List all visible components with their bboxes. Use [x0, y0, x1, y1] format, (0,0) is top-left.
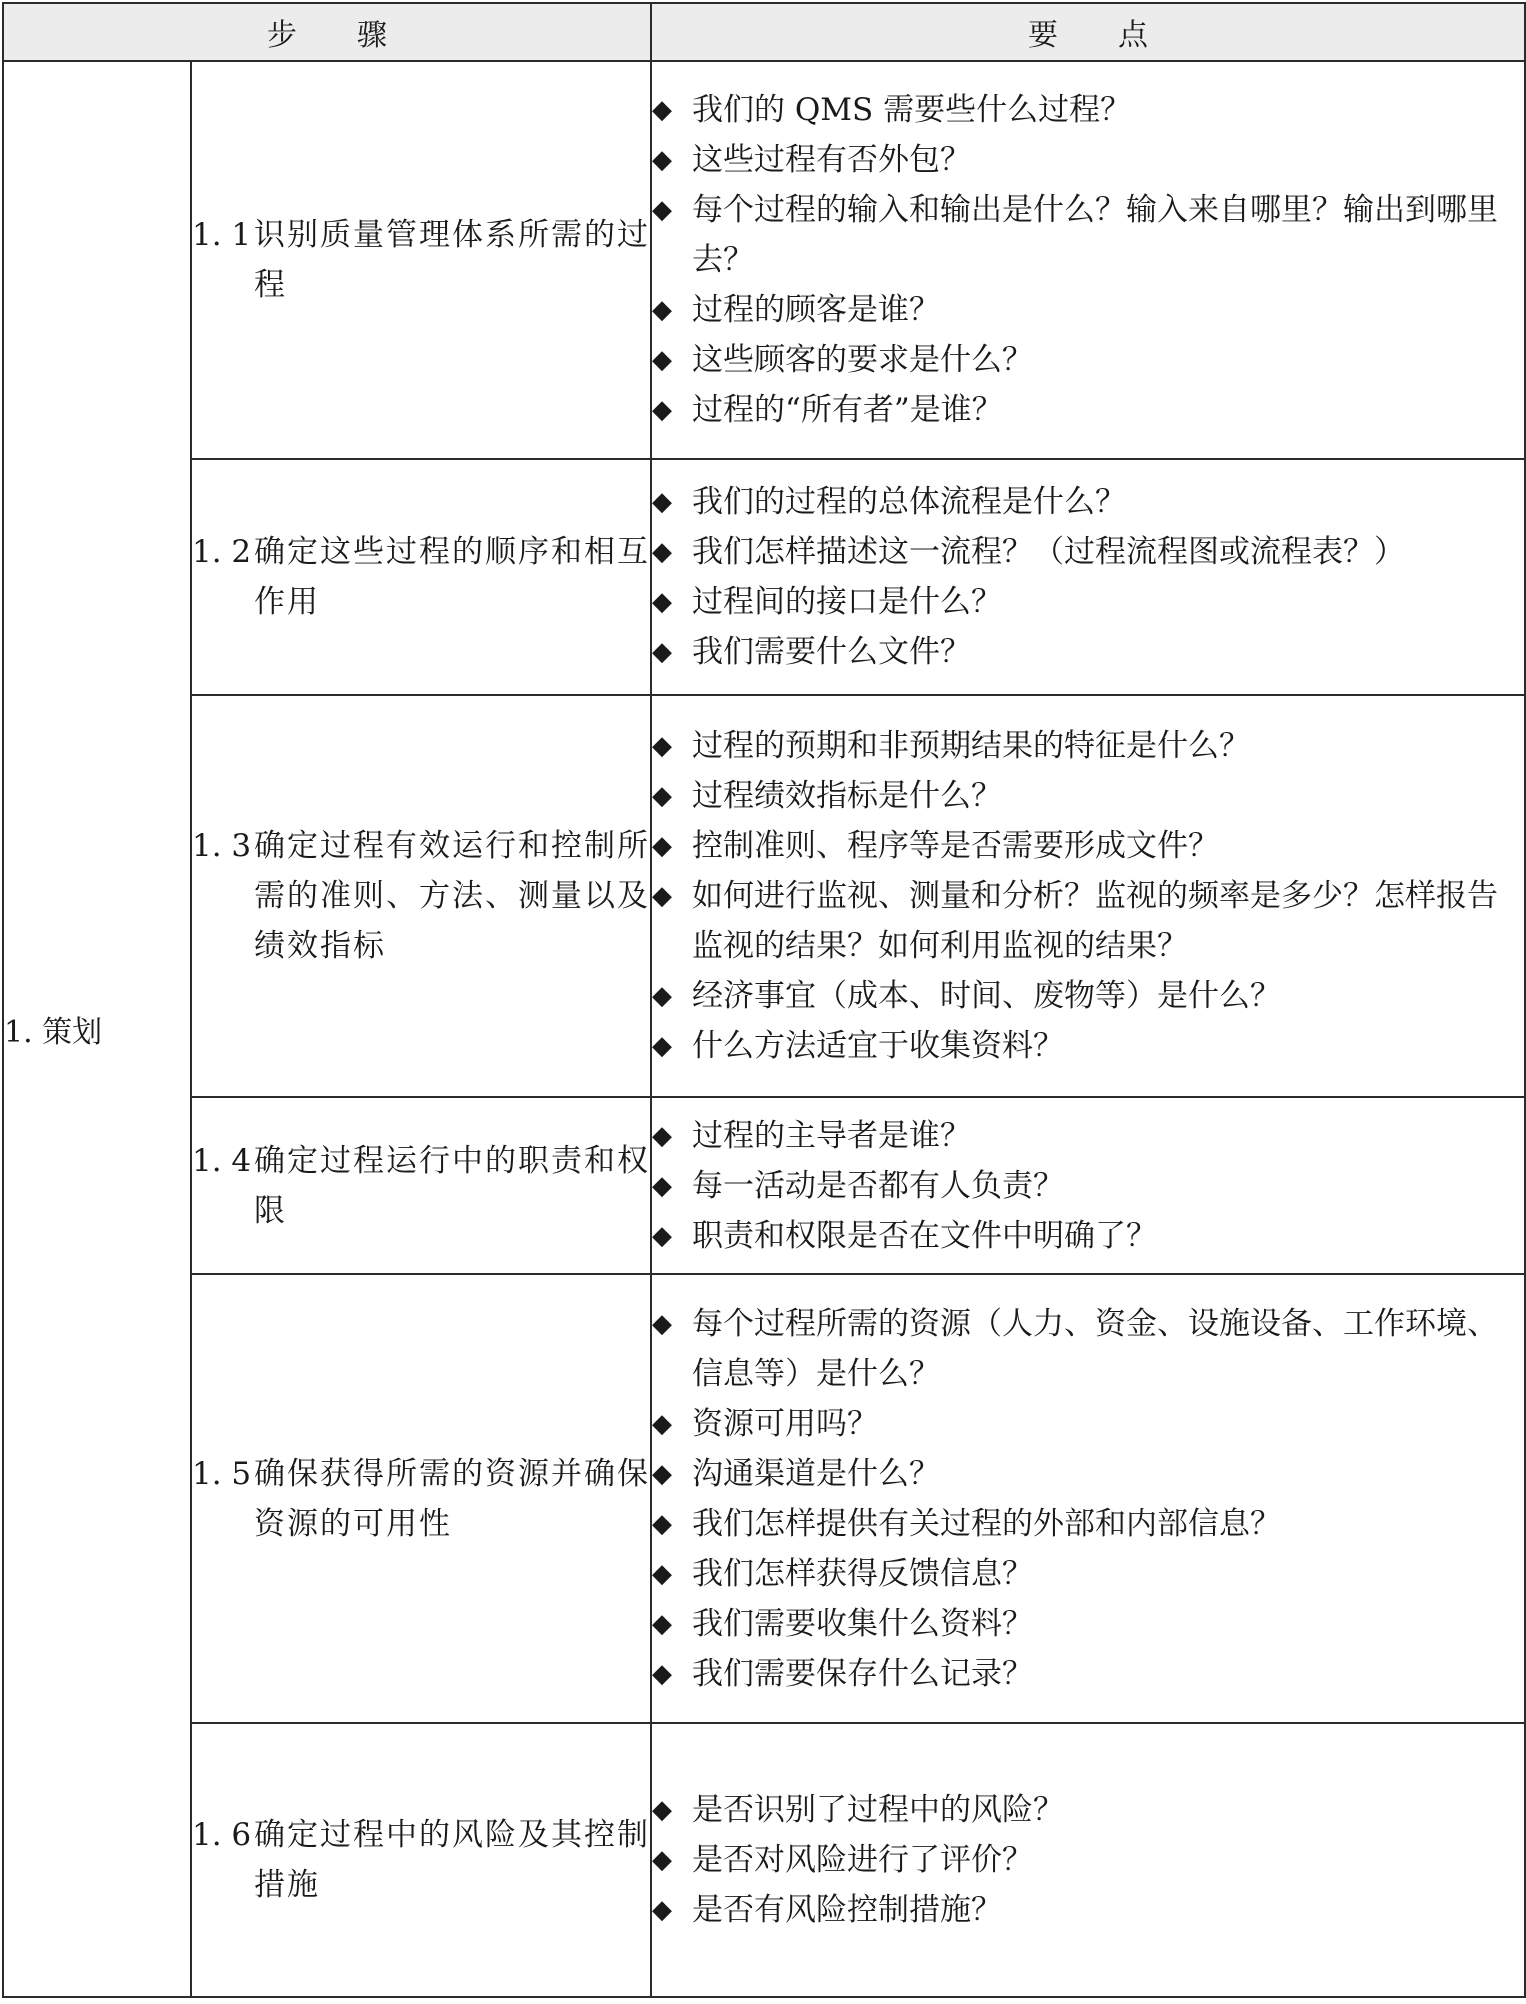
key-point-text: 这些顾客的要求是什么？ [692, 342, 1033, 378]
diamond-bullet-icon: ◆ [652, 881, 672, 911]
key-point-text: 我们怎样获得反馈信息？ [692, 1555, 1033, 1592]
table-row [3, 1097, 1525, 1274]
key-point-text: 我们需要收集什么资料？ [692, 1605, 1033, 1642]
key-points-cell [651, 1274, 1525, 1723]
key-point-text: 我们怎样提供有关过程的外部和内部信息？ [692, 1505, 1281, 1542]
step-number: 1. 5 [192, 1455, 252, 1492]
table-row [3, 695, 1525, 1097]
key-point-text: 我们需要保存什么记录？ [692, 1655, 1033, 1692]
key-point-text: 过程的预期和非预期结果的特征是什么？ [692, 728, 1250, 764]
diamond-bullet-icon: ◆ [652, 1031, 672, 1061]
diamond-bullet-icon: ◆ [652, 345, 672, 375]
diamond-bullet-icon: ◆ [652, 731, 672, 761]
phase-planning: 1. 策划 [3, 61, 191, 1997]
diamond-bullet-icon: ◆ [652, 1308, 672, 1339]
diamond-bullet-icon: ◆ [652, 1558, 672, 1589]
key-point-item [652, 1499, 1524, 1549]
key-point-item [652, 1835, 1524, 1885]
diamond-bullet-icon: ◆ [652, 587, 672, 617]
key-point-item [652, 285, 1524, 335]
key-point-item [652, 135, 1524, 185]
step-title: 确定过程中的风险及其控制措施 [254, 1817, 650, 1903]
table-header-row [3, 3, 1525, 61]
key-point-text: 每一活动是否都有人负责？ [692, 1167, 1064, 1204]
key-point-text: 沟通渠道是什么？ [692, 1455, 940, 1492]
diamond-bullet-icon: ◆ [652, 1120, 672, 1151]
diamond-bullet-icon: ◆ [652, 537, 672, 567]
step-title: 确定过程运行中的职责和权限 [254, 1142, 650, 1229]
key-point-item [652, 1549, 1524, 1599]
diamond-bullet-icon: ◆ [652, 1895, 672, 1925]
header-steps: 步 骤 [3, 3, 651, 61]
key-point-item [652, 1599, 1524, 1649]
step-cell [191, 1274, 651, 1723]
key-point-text: 每个过程的输入和输出是什么？输入来自哪里？输出到哪里去？ [692, 192, 1498, 278]
key-point-item [652, 185, 1524, 285]
diamond-bullet-icon: ◆ [652, 1658, 672, 1689]
key-point-item [652, 1399, 1524, 1449]
diamond-bullet-icon: ◆ [652, 781, 672, 811]
diamond-bullet-icon: ◆ [652, 1220, 672, 1251]
key-point-text: 我们的过程的总体流程是什么？ [692, 484, 1126, 520]
key-points-list [652, 721, 1524, 1071]
key-point-item [652, 477, 1524, 527]
key-point-text: 职责和权限是否在文件中明确了？ [692, 1217, 1157, 1254]
key-point-item [652, 1161, 1524, 1211]
key-point-text: 过程的主导者是谁？ [692, 1117, 971, 1154]
step-number: 1. 3 [192, 828, 252, 864]
key-point-text: 控制准则、程序等是否需要形成文件？ [692, 828, 1219, 864]
planning-steps-table [2, 2, 1526, 1998]
key-point-text: 经济事宜（成本、时间、废物等）是什么？ [692, 978, 1281, 1014]
key-point-text: 如何进行监视、测量和分析？监视的频率是多少？怎样报告监视的结果？如何利用监视的结果？ [692, 878, 1498, 964]
key-points-list [652, 1111, 1524, 1261]
step-cell [191, 1097, 651, 1274]
key-point-item [652, 335, 1524, 385]
diamond-bullet-icon: ◆ [652, 1170, 672, 1201]
key-points-cell [651, 1097, 1525, 1274]
key-points-list [652, 1299, 1524, 1699]
key-points-list [652, 1785, 1524, 1935]
step-cell [191, 459, 651, 695]
key-point-item [652, 771, 1524, 821]
key-point-item [652, 1111, 1524, 1161]
key-point-text: 我们怎样描述这一流程？（过程流程图或流程表？） [692, 534, 1405, 570]
diamond-bullet-icon: ◆ [652, 487, 672, 517]
key-points-cell [651, 459, 1525, 695]
table-row [3, 459, 1525, 695]
key-points-list [652, 477, 1524, 677]
diamond-bullet-icon: ◆ [652, 1458, 672, 1489]
diamond-bullet-icon: ◆ [652, 195, 672, 225]
diamond-bullet-icon: ◆ [652, 1508, 672, 1539]
key-point-text: 过程的顾客是谁？ [692, 292, 940, 328]
key-point-text: 过程的“所有者”是谁？ [692, 392, 1003, 428]
key-point-item [652, 527, 1524, 577]
step-number: 1. 4 [192, 1142, 252, 1179]
diamond-bullet-icon: ◆ [652, 1608, 672, 1639]
step-number: 1. 6 [192, 1817, 252, 1853]
key-point-item [652, 821, 1524, 871]
key-point-text: 资源可用吗？ [692, 1405, 878, 1442]
key-point-item [652, 577, 1524, 627]
step-number: 1. 1 [192, 217, 252, 253]
key-point-text: 是否识别了过程中的风险？ [692, 1792, 1064, 1828]
key-point-text: 我们需要什么文件？ [692, 634, 971, 670]
diamond-bullet-icon: ◆ [652, 395, 672, 425]
diamond-bullet-icon: ◆ [652, 637, 672, 667]
key-point-item [652, 1649, 1524, 1699]
step-cell [191, 1723, 651, 1997]
diamond-bullet-icon: ◆ [652, 981, 672, 1011]
header-key-points: 要 点 [651, 3, 1525, 61]
key-point-text: 过程间的接口是什么？ [692, 584, 1002, 620]
key-point-item [652, 85, 1524, 135]
step-title: 确定这些过程的顺序和相互作用 [254, 534, 650, 620]
key-point-text: 这些过程有否外包？ [692, 142, 971, 178]
key-point-item [652, 1449, 1524, 1499]
key-point-item [652, 627, 1524, 677]
step-number: 1. 2 [192, 534, 252, 570]
step-title: 识别质量管理体系所需的过程 [254, 217, 650, 303]
key-point-item [652, 385, 1524, 435]
table-row [3, 61, 1525, 459]
key-point-item [652, 1785, 1524, 1835]
key-point-item [652, 1299, 1524, 1399]
step-cell [191, 61, 651, 459]
diamond-bullet-icon: ◆ [652, 1408, 672, 1439]
key-point-text: 我们的 QMS 需要些什么过程？ [692, 92, 1132, 128]
key-point-text: 什么方法适宜于收集资料？ [692, 1028, 1064, 1064]
table-row [3, 1723, 1525, 1997]
table-row [3, 1274, 1525, 1723]
key-points-cell [651, 1723, 1525, 1997]
key-point-text: 每个过程所需的资源（人力、资金、设施设备、工作环境、信息等）是什么？ [692, 1305, 1498, 1392]
diamond-bullet-icon: ◆ [652, 295, 672, 325]
key-point-item [652, 1211, 1524, 1261]
diamond-bullet-icon: ◆ [652, 1795, 672, 1825]
diamond-bullet-icon: ◆ [652, 831, 672, 861]
key-point-item [652, 971, 1524, 1021]
key-point-item [652, 1885, 1524, 1935]
diamond-bullet-icon: ◆ [652, 1845, 672, 1875]
key-points-list [652, 85, 1524, 435]
key-point-text: 是否有风险控制措施？ [692, 1892, 1002, 1928]
key-point-item [652, 721, 1524, 771]
step-cell [191, 695, 651, 1097]
diamond-bullet-icon: ◆ [652, 95, 672, 125]
key-point-item [652, 1021, 1524, 1071]
step-title: 确保获得所需的资源并确保资源的可用性 [254, 1455, 650, 1542]
key-points-cell [651, 61, 1525, 459]
diamond-bullet-icon: ◆ [652, 145, 672, 175]
key-point-text: 过程绩效指标是什么？ [692, 778, 1002, 814]
key-points-cell [651, 695, 1525, 1097]
key-point-item [652, 871, 1524, 971]
step-title: 确定过程有效运行和控制所需的准则、方法、测量以及绩效指标 [254, 828, 650, 964]
key-point-text: 是否对风险进行了评价？ [692, 1842, 1033, 1878]
